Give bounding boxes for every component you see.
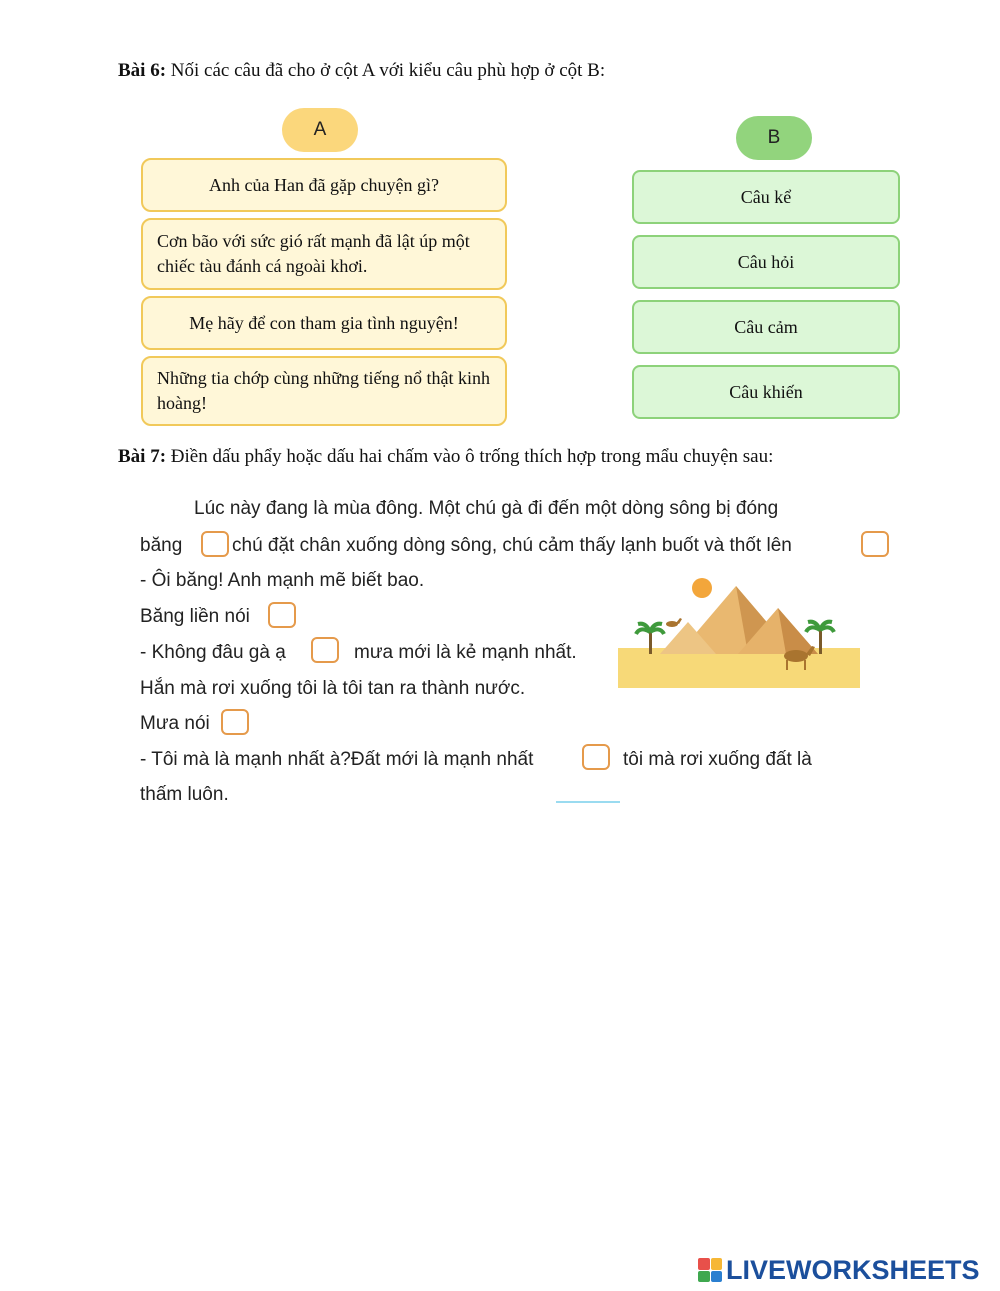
story-line-1: Lúc này đang là mùa đông. Một chú gà đi đến một dòng sông bị đóng bbox=[194, 498, 779, 519]
column-b-item-1[interactable]: Câu kể bbox=[632, 170, 900, 224]
blank-input-4[interactable] bbox=[311, 637, 339, 663]
story-line-6: Hắn mà rơi xuống tôi là tôi tan ra thành nước. bbox=[140, 678, 526, 699]
decorative-underline bbox=[556, 801, 620, 803]
story-line-8b: tôi mà rơi xuống đất là bbox=[623, 749, 812, 770]
story-line-7: Mưa nói bbox=[140, 713, 210, 734]
story-line-4: Băng liền nói bbox=[140, 606, 250, 627]
column-a-item-3[interactable]: Mẹ hãy để con tham gia tình nguyện! bbox=[141, 296, 507, 350]
column-a-item-2[interactable]: Cơn bão với sức gió rất mạnh đã lật úp một chiếc tàu đánh cá ngoài khơi. bbox=[141, 218, 507, 290]
sun-icon bbox=[692, 578, 712, 598]
column-a-label: A bbox=[282, 108, 358, 152]
exercise-6-instruction: Nối các câu đã cho ở cột A với kiểu câu phù hợp ở cột B: bbox=[166, 60, 606, 81]
logo-text: LIVEWORKSHEETS bbox=[726, 1254, 980, 1285]
exercise-7-instruction: Điền dấu phẩy hoặc dấu hai chấm vào ô trống thích hợp trong mẩu chuyện sau: bbox=[166, 446, 774, 467]
column-b-item-3[interactable]: Câu cảm bbox=[632, 300, 900, 354]
exercise-6-heading bbox=[118, 60, 605, 82]
story-line-5b: mưa mới là kẻ mạnh nhất. bbox=[354, 642, 577, 663]
story-line-3: - Ôi băng! Anh mạnh mẽ biết bao. bbox=[140, 570, 425, 591]
column-a-item-1[interactable]: Anh của Han đã gặp chuyện gì? bbox=[141, 158, 507, 212]
camel-small-icon bbox=[666, 618, 682, 627]
blank-input-5[interactable] bbox=[221, 709, 249, 735]
column-b-item-2[interactable]: Câu hỏi bbox=[632, 235, 900, 289]
story-line-9: thấm luôn. bbox=[140, 784, 229, 805]
desert-pyramids-illustration bbox=[618, 574, 862, 690]
logo-grid-icon bbox=[698, 1258, 722, 1282]
story-line-8a: - Tôi mà là mạnh nhất à?Đất mới là mạnh nhất bbox=[140, 749, 534, 770]
blank-input-6[interactable] bbox=[582, 744, 610, 770]
column-a-item-4[interactable]: Những tia chớp cùng những tiếng nổ thật kinh hoàng! bbox=[141, 356, 507, 426]
column-b-label: B bbox=[736, 116, 812, 160]
exercise-7-number: Bài 7: bbox=[118, 446, 167, 467]
story-line-2a: băng bbox=[140, 535, 183, 556]
blank-input-2[interactable] bbox=[861, 531, 889, 557]
liveworksheets-logo bbox=[698, 1255, 980, 1285]
exercise-7-heading bbox=[118, 446, 773, 468]
column-b-item-4[interactable]: Câu khiến bbox=[632, 365, 900, 419]
blank-input-3[interactable] bbox=[268, 602, 296, 628]
exercise-6-number: Bài 6: bbox=[118, 60, 167, 81]
story-line-5a: - Không đâu gà ạ bbox=[140, 642, 286, 663]
blank-input-1[interactable] bbox=[201, 531, 229, 557]
story-line-2b: chú đặt chân xuống dòng sông, chú cảm thấy lạnh buốt và thốt lên bbox=[232, 535, 792, 556]
